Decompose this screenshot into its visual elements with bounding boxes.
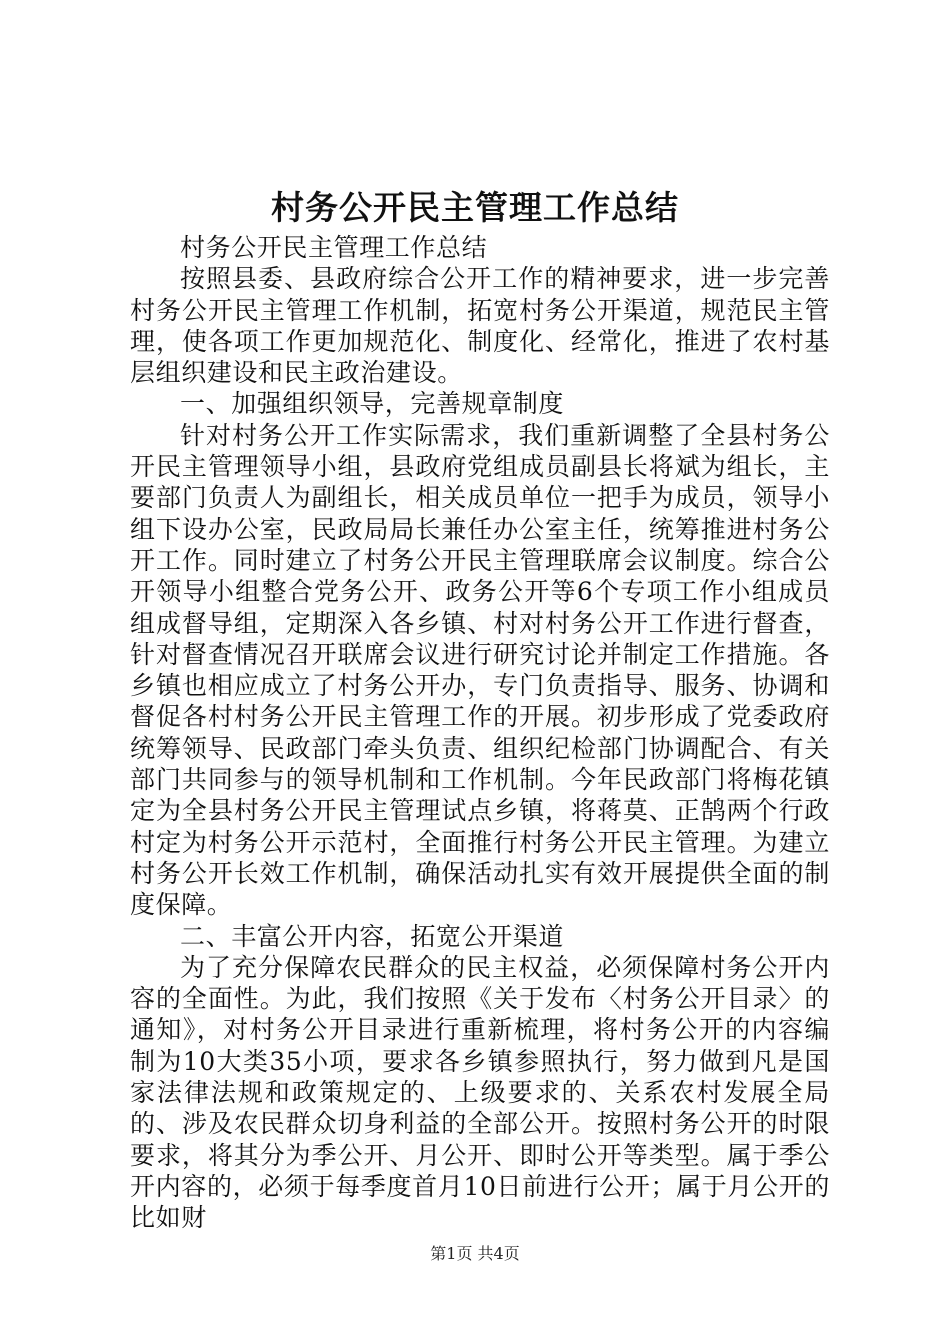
paragraph-section-1: 针对村务公开工作实际需求，我们重新调整了全县村务公开民主管理领导小组，县政府党组成员副县长将斌为组长，主要部门负责人为副组长，相关成员单位一把手为成员，领导小组下设办公室，民政局局长兼任办公室主任，统筹推进村务公开工作。同时建立了村务公开民主管理联席会议制度。综合公开领导小组整合党务公开、政务公开等6个专项工作小组成员组成督导组，定期深入各乡镇、村对村务公开工作进行督查，针对督查情况召开联席会议进行研究讨论并制定工作措施。各乡镇也相应成立了村务公开办，专门负责指导、服务、协调和督促各村村务公开民主管理工作的开展。初步形成了党委政府统筹领导、民政部门牵头负责、组织纪检部门协调配合、有关部门共同参与的领导机制和工作机制。今年民政部门将梅花镇定为全县村务公开民主管理试点乡镇，将蒋莫、正鹄两个行政村定为村务公开示范村，全面推行村务公开民主管理。为建立村务公开长效工作机制，确保活动扎实有效开展提供全面的制度保障。: [130, 420, 830, 920]
paragraph-intro: 按照县委、县政府综合公开工作的精神要求，进一步完善村务公开民主管理工作机制，拓宽村务公开渠道，规范民主管理，使各项工作更加规范化、制度化、经常化，推进了农村基层组织建设和民主政治建设。: [130, 264, 830, 388]
page-footer: 第1页 共4页: [430, 1244, 520, 1263]
document-title: 村务公开民主管理工作总结: [271, 188, 679, 227]
document-body: [130, 232, 830, 1234]
section-heading-1: 一、加强组织领导，完善规章制度: [180, 389, 565, 419]
paragraph-section-2: 为了充分保障农民群众的民主权益，必须保障村务公开内容的全面性。为此，我们按照《关于发布〈村务公开目录〉的通知》，对村务公开目录进行重新梳理，将村务公开的内容编制为10大类35小项，要求各乡镇参照执行，努力做到凡是国家法律法规和政策规定的、上级要求的、关系农村发展全局的、涉及农民群众切身利益的全部公开。按照村务公开的时限要求，将其分为季公开、月公开、即时公开等类型。属于季公开内容的，必须于每季度首月10日前进行公开；属于月公开的比如财: [130, 952, 830, 1233]
paragraph-subtitle: 村务公开民主管理工作总结: [180, 233, 488, 262]
section-heading-2: 二、丰富公开内容，拓宽公开渠道: [180, 921, 565, 951]
